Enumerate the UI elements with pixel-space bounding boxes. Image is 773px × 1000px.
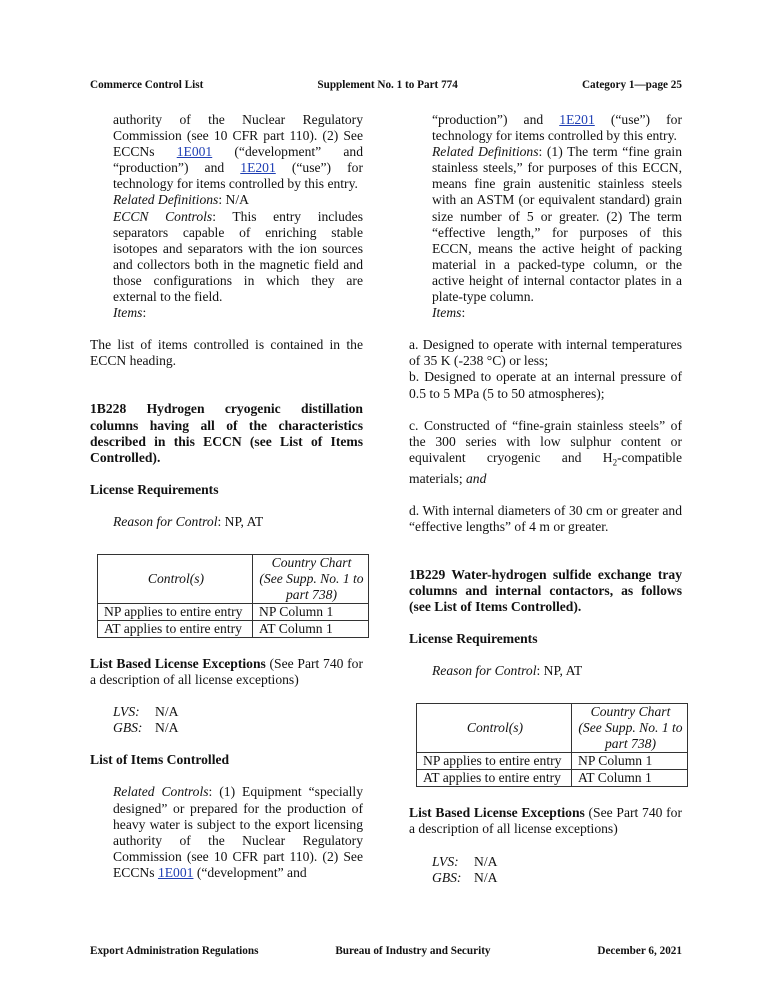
table-cell-control: AT applies to entire entry <box>417 770 572 787</box>
lble-paragraph <box>409 805 682 837</box>
header-right: Category 1—page 25 <box>581 79 682 91</box>
items-colon: : <box>142 305 147 321</box>
reason-label: Reason for Control <box>113 513 218 529</box>
table-cell-control: AT applies to entire entry <box>98 620 253 637</box>
reason-value: : NP, AT <box>217 513 264 529</box>
header-left: Commerce Control List <box>90 79 204 91</box>
link-1e201[interactable]: 1E201 <box>559 112 595 127</box>
gbs-row <box>432 870 682 886</box>
items-heading <box>113 305 363 321</box>
link-1e001[interactable]: 1E001 <box>176 144 213 160</box>
page-footer <box>90 945 682 957</box>
license-requirements-heading: License Requirements <box>409 631 538 647</box>
table-row <box>417 753 688 770</box>
reason-for-control <box>409 663 682 679</box>
paragraph-text: (“development” and “production”) and <box>113 144 363 176</box>
lble-title: List Based License Exceptions <box>90 655 266 671</box>
continued-related-controls <box>409 112 682 321</box>
item-b: b. Designed to operate at an internal pressure of 0.5 to 5 MPa (5 to 50 atmospheres); <box>409 369 682 401</box>
link-1e201[interactable]: 1E201 <box>240 160 276 176</box>
related-definitions-value: : N/A <box>218 192 249 208</box>
table-row <box>98 620 369 637</box>
footer-center: Bureau of Industry and Security <box>335 945 491 957</box>
continued-paragraph <box>113 112 363 192</box>
table-header-row <box>98 554 369 603</box>
paragraph-text: (“use”) for technology for items controlled by this entry. <box>113 160 363 192</box>
link-1e001[interactable]: 1E001 <box>157 864 194 880</box>
table-cell-chart: NP Column 1 <box>253 603 369 620</box>
eccn-title-1b229: 1B229 Water-hydrogen sulfide exchange tray columns and internal contactors, as follows (see List of Items Controlled). <box>409 566 682 615</box>
gbs-label: GBS: <box>432 869 462 885</box>
lble-title: List Based License Exceptions <box>409 805 585 821</box>
reason-label: Reason for Control <box>432 663 537 679</box>
related-controls <box>90 784 363 881</box>
lble-note: (See Part 740 for a description of all license exceptions) <box>90 655 363 688</box>
reason-value: : NP, AT <box>536 663 583 679</box>
subscript: 2 <box>612 457 618 468</box>
related-controls-value: : (1) Equipment “specially designed” or prepared for the production of heavy water is subject to the export licensing authority of the Nuclear Regulatory Commission (see 10 CFR part 110). (2) See ECCNs <box>113 784 363 880</box>
table-header-country-chart: Country Chart (See Supp. No. 1 to part 738) <box>253 554 369 603</box>
eccn-controls <box>113 209 363 306</box>
lble-note: (See Part 740 for a description of all license exceptions) <box>409 805 682 837</box>
table-row <box>417 770 688 787</box>
lvs-row <box>432 854 682 870</box>
lvs-value: N/A <box>474 853 498 869</box>
related-definitions <box>432 144 682 305</box>
table-header-row <box>417 704 688 753</box>
lvs-row <box>113 704 363 720</box>
related-definitions-label: Related Definitions <box>113 192 219 208</box>
items-heading <box>432 305 682 321</box>
footer-right: December 6, 2021 <box>597 945 682 957</box>
paragraph-text: “production”) and <box>432 112 560 127</box>
item-c <box>409 418 682 487</box>
items-label: Items <box>432 305 462 321</box>
left-column <box>90 112 363 881</box>
control-table <box>416 703 688 787</box>
page-header <box>90 79 682 91</box>
related-definitions-label: Related Definitions <box>432 144 539 160</box>
license-exceptions-list <box>90 704 363 736</box>
table-cell-control: NP applies to entire entry <box>98 603 253 620</box>
item-c-text: -compatible materials; <box>409 449 682 486</box>
items-label: Items <box>113 305 143 321</box>
gbs-value: N/A <box>474 869 498 885</box>
paragraph-text: (“use”) for technology for items controlled by this entry. <box>432 112 682 144</box>
list-note: The list of items controlled is contained in the ECCN heading. <box>90 337 363 369</box>
paragraph-text: authority of the Nuclear Regulatory Commission (see 10 CFR part 110). (2) See ECCNs <box>113 112 363 160</box>
right-column <box>409 112 682 886</box>
gbs-value: N/A <box>155 720 179 736</box>
eccn-controls-value: : This entry includes separators capable of enriching stable isotopes and separators with the ion sources and collectors both in the magnetic field and those configurations in which they are external to the field. <box>113 208 363 305</box>
table-row <box>98 603 369 620</box>
table-header-control: Control(s) <box>417 704 572 753</box>
footer-left: Export Administration Regulations <box>90 945 259 957</box>
item-d: d. With internal diameters of 30 cm or greater and “effective lengths” of 4 m or greater. <box>409 502 682 534</box>
table-cell-chart: AT Column 1 <box>253 620 369 637</box>
table-header-control: Control(s) <box>98 554 253 603</box>
lvs-label: LVS: <box>113 704 140 720</box>
lble-paragraph <box>90 656 363 688</box>
table-header-country-chart: Country Chart (See Supp. No. 1 to part 738) <box>572 704 688 753</box>
table-cell-chart: NP Column 1 <box>572 753 688 770</box>
eccn-title-1b228: 1B228 Hydrogen cryogenic distillation columns having all of the characteristics described in this ECCN (see List of Items Controlled). <box>90 401 363 465</box>
lvs-label: LVS: <box>432 853 459 869</box>
item-c-and: and <box>466 470 487 486</box>
header-center: Supplement No. 1 to Part 774 <box>317 79 458 91</box>
related-definitions <box>113 192 363 208</box>
item-c-text: c. Constructed of “fine-grain stainless steels” of the 300 series with low sulphur content or equivalent cryogenic and H <box>409 417 682 465</box>
continued-related-controls <box>90 112 363 321</box>
related-definitions-value: : (1) The term “fine grain stainless steels,” for purposes of this ECCN, means fine grain austenitic stainless steels with an ASTM (or equivalent standard) grain size number of 5 or greater. (2) The term “effective length,” for purposes of this ECCN, means the active height of packing material in a packed-type column, or the active height of internal contactor plates in a plate-type column. <box>432 144 682 305</box>
eccn-controls-label: ECCN Controls <box>113 208 213 224</box>
table-cell-control: NP applies to entire entry <box>417 753 572 770</box>
items-colon: : <box>461 305 466 321</box>
table-cell-chart: AT Column 1 <box>572 770 688 787</box>
control-table <box>97 554 369 638</box>
list-of-items-controlled-heading: List of Items Controlled <box>90 752 230 768</box>
gbs-row <box>113 720 363 736</box>
related-controls-label: Related Controls <box>113 784 209 800</box>
license-requirements-heading: License Requirements <box>90 481 219 497</box>
lvs-value: N/A <box>155 704 179 720</box>
continued-paragraph <box>432 112 682 144</box>
item-a: a. Designed to operate with internal temperatures of 35 K (-238 °C) or less; <box>409 337 682 369</box>
gbs-label: GBS: <box>113 720 143 736</box>
license-exceptions-list <box>409 854 682 886</box>
reason-for-control <box>90 514 363 530</box>
related-controls-tail: (“development” and <box>193 864 307 880</box>
